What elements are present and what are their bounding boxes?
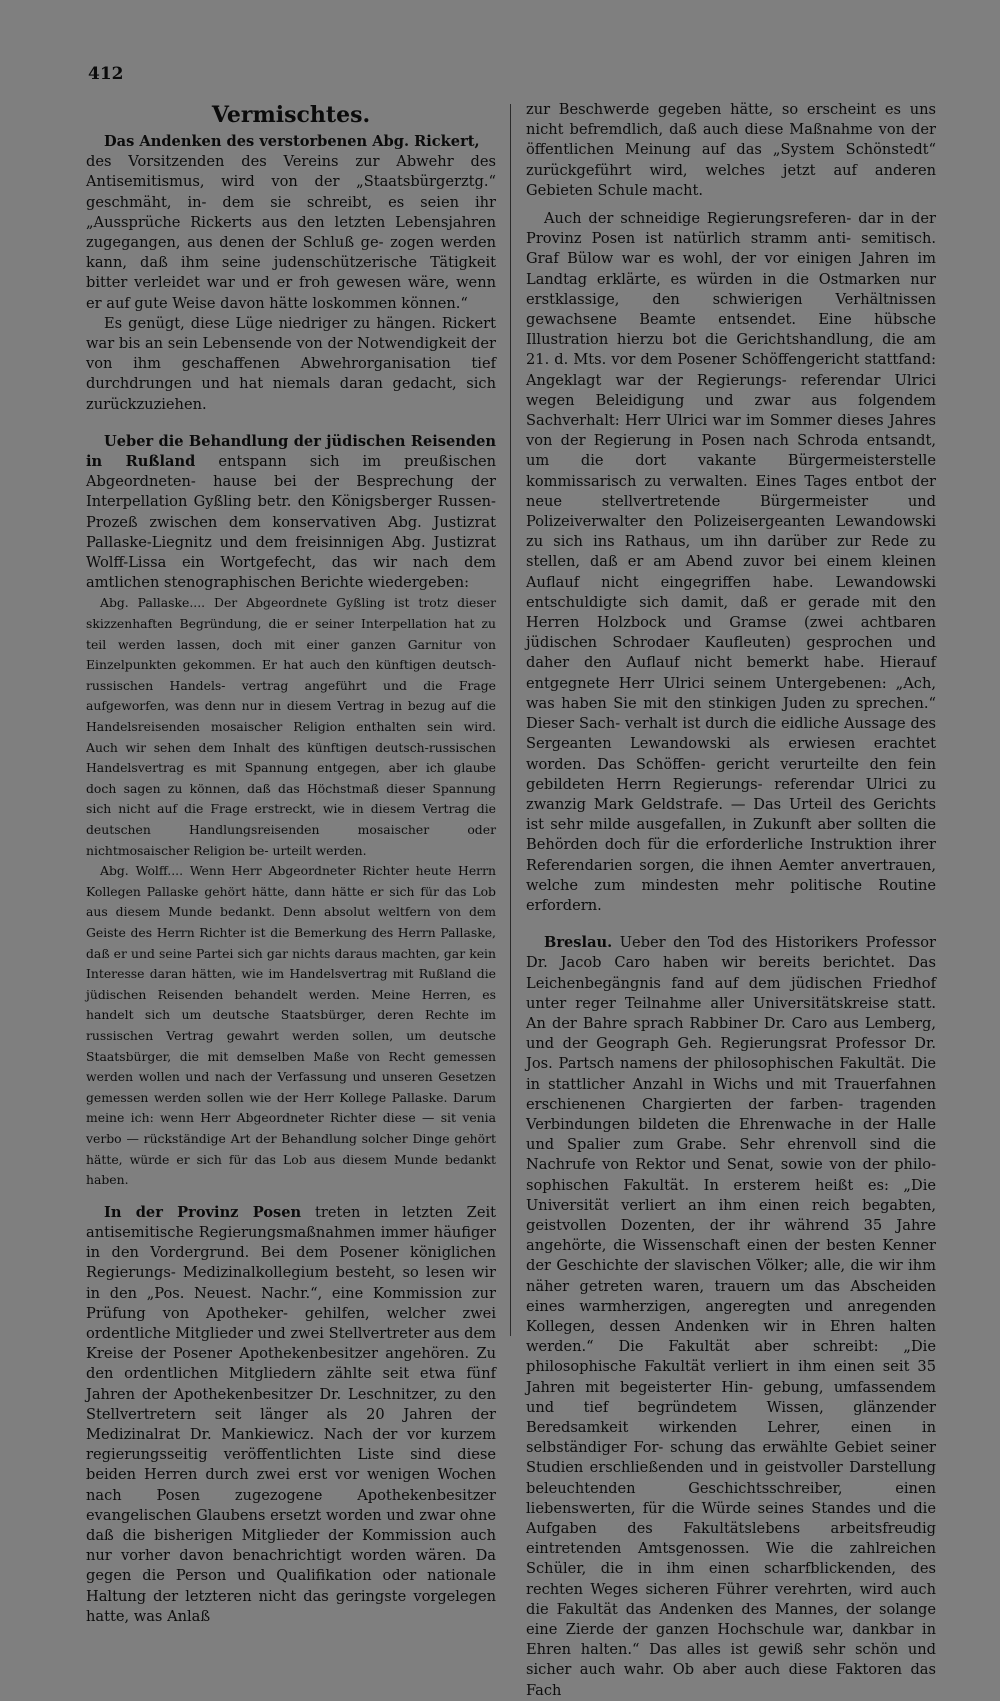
page-number: 412 bbox=[88, 64, 124, 84]
article-paragraph: zur Beschwerde gegeben hätte, so erscheint es uns nicht befremdlich, daß auch diese Maßnahme von der öffentlichen Meinung auf das „System Schönstedt“ zurückgeführt wird, welches jetzt auf anderen Gebieten Schule macht. bbox=[526, 101, 936, 199]
section-heading: Vermischtes. bbox=[211, 102, 371, 128]
article-paragraph: Es genügt, diese Lüge niedriger zu hängen. Rickert war bis an sein Lebensende von der Notwendigkeit der von ihm geschaffenen Abwehrorganisation tief durchdrungen und hat niemals daran gedacht, sich zurückzuziehen. bbox=[86, 314, 496, 413]
article-posen bbox=[86, 1203, 496, 1627]
column-divider bbox=[510, 104, 511, 1336]
quote-paragraph: Abg. Wolff.... Wenn Herr Abgeordneter Richter heute Herrn Kollegen Pallaske gehört hätte, dann hätte er sich für das Lob aus diesem Munde bedankt. Denn absolut weltfern von dem Geiste des Herrn Richter ist die Bemerkung des Herrn Pallaske, daß er und seine Partei sich gar nichts daraus machten, gar kein Interesse daran hätten, wie im Handelsvertrag mit Rußland die jüdischen Reisenden behandelt werden. Meine Herren, es handelt sich um deutsche Staatsbürger, deren Rechte im russischen Vertrag gewahrt werden sollen, um deutsche Staatsbürger, die mit demselben Maße von Recht gemessen werden wollen und nach der Verfassung und unseren Gesetzen gemessen werden sollen wie der Herr Kollege Pallaske. Darum meine ich: wenn Herr Abgeordneter Richter diese — sit venia verbo — rückständige Art der Behandlung solcher Dinge gehört hätte, würde er sich für das Lob aus diesem Munde bedankt haben. bbox=[86, 863, 496, 1188]
article-body: Ueber den Tod des Historikers Professor Dr. Jacob Caro haben wir bereits berichtet. Das Leichenbegängnis fand auf dem jüdischen Friedhof unter reger Teilnahme aller Universitätskreise statt. An der Bahre sprach Rabbiner Dr. Caro aus Lemberg, und der Geograph Geh. Regierungsrat Professor Dr. Jos. Partsch namens der philosophischen Fakultät. Die in stattlicher Anzahl in Wichs und mit Trauerfahnen erschienenen Chargierten der farben- tragenden Verbindungen bildeten die Ehrenwache in der Halle und Spalier zum Grabe. Sehr ehrenvoll sind die Nachrufe von Rektor und Senat, sowie von der philo- sophischen Fakultät. In ersterem heißt es: „Die Universität verliert an ihm einen reich begabten, geistvollen Dozenten, der ihr während 35 Jahre angehörte, die Wissenschaft einen der besten Kenner der Geschichte der slavischen Völker; alle, die wir ihm näher getreten waren, trauern um das Abscheiden eines warmherzigen, angeregten und anregenden Kollegen, dessen Andenken wir in Ehren halten werden.“ Die Fakultät aber schreibt: „Die philosophische Fakultät verliert in ihm einen seit 35 Jahren mit begeisterter Hin- gebung, umfassendem und tief begründetem Wissen, glänzender Beredsamkeit wirkenden Lehrer, einen in selbständiger For- schung das erwählte Gebiet seiner Studien erschließenden und in geistvoller Darstellung beleuchtenden Geschichtsschreiber, einen liebenswerten, für die Würde seines Standes und die Aufgaben des Fakultätslebens arbeitsfreudig eintretenden Amtsgenossen. Wie die zahlreichen Schüler, die in ihm einen scharfblickenden, des rechten Weges sicheren Führer verehrten, wird auch die Fakultät das Andenken des Mannes, der solange eine Zierde der ganzen Hochschule war, dankbar in Ehren halten.“ Das alles ist gewiß sehr schön und sicher auch wahr. Ob aber auch diese Faktoren das Fach bbox=[526, 934, 936, 1699]
left-column bbox=[86, 100, 496, 1627]
article-paragraph bbox=[86, 432, 496, 594]
article-breslau bbox=[526, 933, 936, 1701]
article-title: In der Provinz Posen bbox=[104, 1203, 302, 1221]
article-body: treten in letzten Zeit antisemitische Regierungsmaßnahmen immer häufiger in den Vordergrund. Bei dem Posener königlichen Regierungs- Medizinalkollegium besteht, so lesen wir in den „Pos. Neuest. Nachr.“, eine Kommission zur Prüfung von Apotheker- gehilfen, welcher zwei ordentliche Mitglieder und zwei Stellvertreter aus dem Kreise der Posener Apothekenbesitzer angehören. Zu den ordentlichen Mitgliedern zählte seit etwa fünf Jahren der Apothekenbesitzer Dr. Leschnitzer, zu den Stellvertretern seit länger als 20 Jahren der Medizinalrat Dr. Mankiewicz. Nach der vor kurzem regierungsseitig veröffentlichten Liste sind diese beiden Herren durch zwei erst vor wenigen Wochen nach Posen zugezogene Apothekenbesitzer evangelischen Glaubens ersetzt worden und zwar ohne daß die bisherigen Mitglieder der Kommission auch nur vorher davon benachrichtigt worden wären. Da gegen die Person und Qualifikation oder nationale Haltung der letzteren nicht das geringste vorgelegen hatte, was Anlaß bbox=[86, 1203, 496, 1625]
article-paragraph bbox=[86, 132, 496, 152]
article-paragraph: Auch der schneidige Regierungsreferen- dar in der Provinz Posen ist natürlich stramm anti- semitisch. Graf Bülow war es wohl, der vor einigen Jahren im Landtag erklärte, es würden in die Ostmarken nur erstklassige, den schwierigen Verhältnissen gewachsene Beamte entsendet. Eine hübsche Illustration hierzu bot die Gerichtshandlung, die am 21. d. Mts. vor dem Posener Schöffengericht stattfand: Angeklagt war der Regierungs- referendar Ulrici wegen Beleidigung und zwar aus folgendem Sachverhalt: Herr Ulrici war im Sommer dieses Jahres von der Regierung in Posen nach Schroda entsandt, um die dort vakante Bürgermeisterstelle kommissarisch zu verwalten. Eines Tages entbot der neue stellvertretende Bürgermeister und Polizeiverwalter den Polizeisergeanten Lewandowski zu sich ins Rathaus, um ihn darüber zur Rede zu stellen, daß er am Abend zuvor bei einem kleinen Auflauf nicht eingegriffen habe. Lewandowski entschuldigte sich damit, daß er gerade mit den Herren Holzbock und Gramse (zwei achtbaren jüdischen Schrodaer Kaufleuten) gesprochen und daher den Auflauf nicht bemerkt habe. Hierauf entgegnete Herr Ulrici seinem Untergebenen: „Ach, was haben Sie mit den stinkigen Juden zu sprechen.“ Dieser Sach- verhalt ist durch die eidliche Aussage des Sergeanten Lewandowski als erwiesen erachtet worden. Das Schöffen- gericht verurteilte den fein gebildeten Herrn Regierungs- referendar Ulrici zu zwanzig Mark Geldstrafe. — Das Urteil des Gerichts ist sehr milde ausgefallen, in Zukunft aber sollten die Behörden doch für die erforderliche Instruktion ihrer Referendarien sorgen, die ihnen Aemter anvertrauen, welche zum mindesten mehr politische Routine erfordern. bbox=[526, 210, 936, 914]
article-intro: entspann sich im preußischen Abgeordneten- hause bei der Besprechung der Interpellation Gyßling betr. den Königsberger Russen-Prozeß zwischen dem konservativen Abg. Justizrat Pallaske-Liegnitz und dem freisinnigen Abg. Justizrat Wolff-Lissa ein Wortgefecht, das wir nach dem amtlichen stenographischen Berichte wiedergeben: bbox=[86, 453, 497, 592]
article-title: Ueber die Behandlung der jüdischen Reisenden in Rußland bbox=[86, 432, 496, 471]
article-travelers-russia bbox=[86, 432, 496, 1191]
article-paragraph: des Vorsitzenden des Vereins zur Abwehr des Antisemitismus, wird von der „Staatsbürgerztg.“ geschmäht, in- dem sie schreibt, es seien ihr „Aussprüche Rickerts aus den letzten Lebensjahren zugegangen, aus denen der Schluß ge- zogen werden kann, daß ihm seine judenschützerische Tätigkeit bitter verleidet war und er froh gewesen wäre, wenn er auf gute Weise davon hätte loskommen können.“ bbox=[86, 153, 496, 312]
article-title: Breslau. bbox=[544, 934, 613, 952]
article-rickert bbox=[86, 132, 496, 415]
right-column bbox=[526, 100, 936, 1701]
article-paragraph bbox=[86, 1203, 496, 1627]
article-paragraph bbox=[526, 933, 936, 1701]
quote-paragraph: Abg. Pallaske.... Der Abgeordnete Gyßling ist trotz dieser skizzenhaften Begründung, die er seiner Interpellation hat zu teil werden lassen, doch mit einer ganzen Garnitur von Einzelpunkten gekommen. Er hat auch den künftigen deutsch-russischen Handels- vertrag angeführt und die Frage aufgeworfen, was denn nur in diesem Vertrag in bezug auf die Handelsreisenden mosaischer Religion enthalten sein wird. Auch wir sehen dem Inhalt des künftigen deutsch-russischen Handelsvertrag es mit Spannung entgegen, aber ich glaube doch sagen zu können, daß das Höchstmaß dieser Spannung sich nicht auf die Frage erstreckt, wie in diesem Vertrag die deutschen Handlungsreisenden mosaischer oder nichtmosaischer Religion be- urteilt werden. bbox=[86, 595, 496, 858]
article-title: Das Andenken des verstorbenen Abg. Rickert, bbox=[104, 133, 480, 150]
